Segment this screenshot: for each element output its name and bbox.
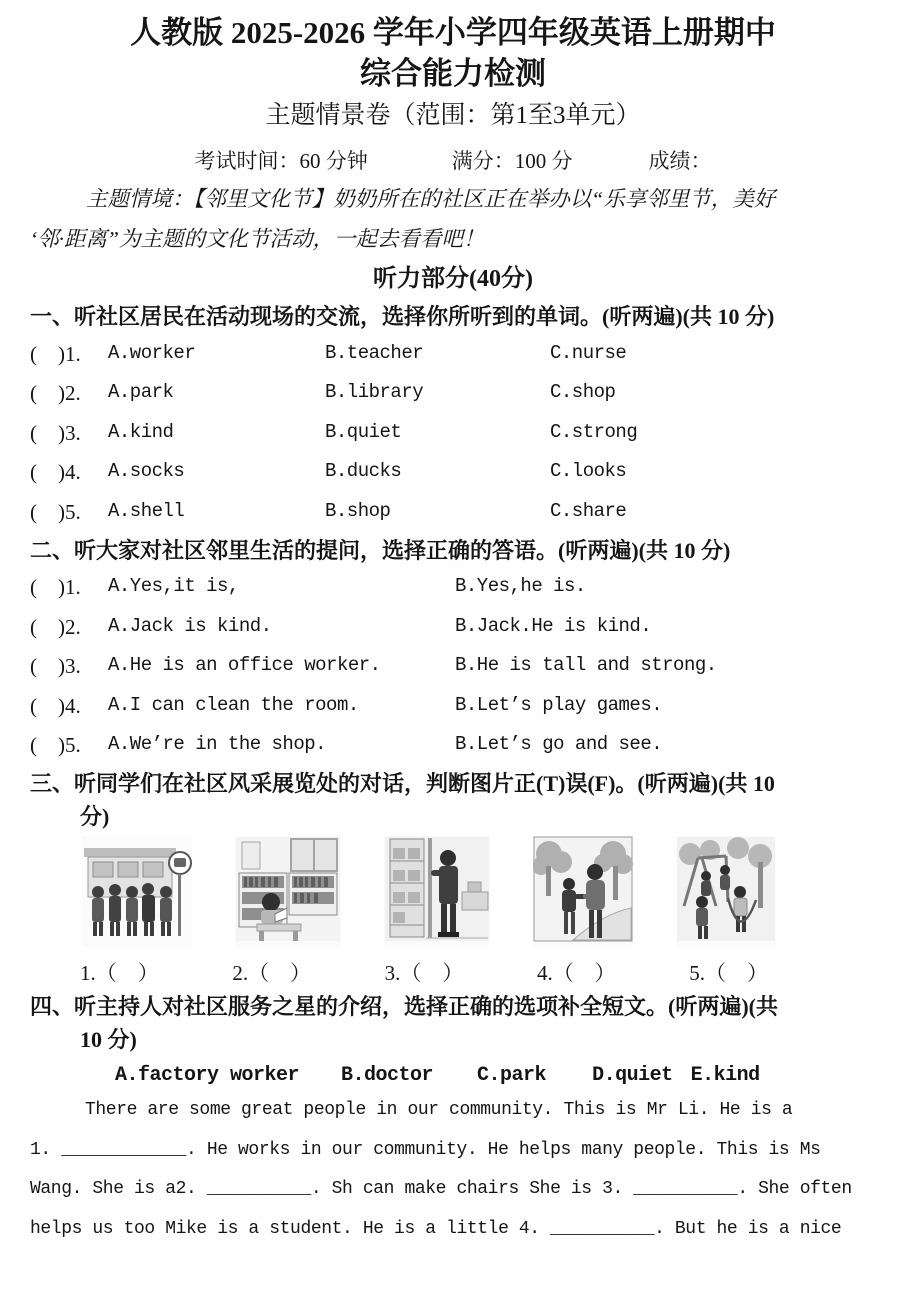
- option-b: B.shop: [325, 499, 391, 522]
- section1-heading: 一、听社区居民在活动现场的交流，选择你所听到的单词。(听两遍)(共 10 分): [30, 304, 775, 329]
- cloze-options-row: [30, 1064, 876, 1087]
- answer-blank: ( )2.: [30, 381, 81, 406]
- section2-heading: 二、听大家对社区邻里生活的提问，选择正确的答语。(听两遍)(共 10 分): [30, 537, 731, 563]
- option-c: C.shop: [550, 381, 616, 404]
- question-row: [30, 646, 876, 686]
- answer-blank: ( )1.: [30, 341, 81, 366]
- option-a: A.socks: [108, 460, 185, 483]
- option-a: A.worker: [108, 341, 196, 364]
- option-b: B.teacher: [325, 341, 424, 364]
- park-walking-image: [533, 836, 633, 947]
- section3-heading: [30, 767, 876, 833]
- option-b: B.Let’s play games.: [455, 693, 663, 716]
- option-a: A.He is an office worker.: [108, 654, 381, 677]
- answer-blank: ( )5.: [30, 733, 81, 758]
- passage-line-2: 1. ____________. He works in our community. He helps many people. This is Ms: [30, 1139, 821, 1160]
- option-b: B.quiet: [325, 420, 402, 443]
- score-label: 成绩：: [648, 149, 712, 173]
- section4-heading: [30, 990, 876, 1056]
- cloze-option-a: A.factory worker: [115, 1064, 300, 1087]
- option-b: B.library: [325, 381, 424, 404]
- option-a: A.Yes,it is,: [108, 575, 239, 598]
- section3-heading-line2: 分): [80, 804, 110, 829]
- full-score: 满分：100 分: [451, 149, 573, 173]
- picture-answer-2: 2.（ ）: [232, 961, 312, 985]
- bus-stop-queue-image: [82, 836, 192, 947]
- store-shelf-image: [384, 836, 490, 947]
- section1-rows: [30, 333, 876, 531]
- question-row: [30, 452, 876, 492]
- passage-line-1: There are some great people in our community. This is Mr Li. He is a: [85, 1100, 793, 1120]
- passage-line-4: helps us too Mike is a student. He is a little 4. __________. But he is a nice: [30, 1218, 842, 1239]
- section2-rows: [30, 567, 876, 765]
- option-b: B.Jack.He is kind.: [455, 614, 652, 637]
- option-c: C.share: [550, 499, 627, 522]
- exam-meta-row: [30, 145, 876, 175]
- library-reading-image: [235, 836, 341, 947]
- cloze-passage: [30, 1091, 876, 1249]
- answer-blank: ( )5.: [30, 499, 81, 524]
- question-row: [30, 685, 876, 725]
- option-a: A.park: [108, 381, 174, 404]
- page-title-line1: 人教版 2025-2026 学年小学四年级英语上册期中: [130, 15, 776, 50]
- question-row: [30, 725, 876, 765]
- page-title: [30, 12, 876, 94]
- park-playing-image: [676, 836, 776, 947]
- option-a: A.I can clean the room.: [108, 693, 359, 716]
- answer-blank: ( )2.: [30, 614, 81, 639]
- cloze-option-e: E.kind: [690, 1064, 760, 1087]
- paper-subtitle: 主题情景卷（范围：第1至3单元）: [265, 102, 641, 129]
- option-a: A.We’re in the shop.: [108, 733, 327, 756]
- cloze-option-b: B.doctor: [341, 1064, 434, 1087]
- option-c: C.looks: [550, 460, 627, 483]
- listening-images-row: [30, 833, 876, 947]
- picture-answer-5: 5.（ ）: [689, 961, 768, 985]
- option-c: C.nurse: [550, 341, 627, 364]
- option-b: B.ducks: [325, 460, 402, 483]
- picture-answer-1: 1.（ ）: [80, 961, 159, 985]
- question-row: [30, 606, 876, 646]
- option-b: B.Yes,he is.: [455, 575, 586, 598]
- answer-blank: ( )4.: [30, 460, 81, 485]
- answer-blank: ( )4.: [30, 693, 81, 718]
- question-row: [30, 567, 876, 607]
- theme-intro-line1: 主题情境：【邻里文化节】奶奶所在的社区正在举办以“乐享邻里节，美好: [86, 187, 776, 211]
- option-b: B.He is tall and strong.: [455, 654, 717, 677]
- option-c: C.strong: [550, 420, 638, 443]
- cloze-option-d: D.quiet: [592, 1064, 673, 1087]
- answer-blank: ( )3.: [30, 420, 81, 445]
- passage-line-3: Wang. She is a2. __________. Sh can make chairs She is 3. __________. She often: [30, 1179, 852, 1199]
- theme-intro-line2: ‘邻·距离”为主题的文化节活动，一起去看看吧！: [30, 227, 485, 251]
- answer-blank: ( )3.: [30, 654, 81, 679]
- section4-heading-line2: 10 分): [80, 1027, 137, 1052]
- answer-blank: ( )1.: [30, 575, 81, 600]
- option-a: A.Jack is kind.: [108, 614, 272, 637]
- question-row: [30, 373, 876, 413]
- option-a: A.shell: [108, 499, 185, 522]
- picture-answer-4: 4.（ ）: [536, 961, 616, 985]
- section4-heading-line1: 四、听主持人对社区服务之星的介绍，选择正确的选项补全短文。(听两遍)(共: [30, 994, 778, 1019]
- page-title-line2: 综合能力检测: [360, 56, 546, 91]
- section3-heading-line1: 三、听同学们在社区风采展览处的对话，判断图片正(T)误(F)。(听两遍)(共 10: [30, 771, 775, 796]
- picture-answer-3: 3.（ ）: [384, 961, 464, 985]
- option-a: A.kind: [108, 420, 174, 443]
- question-row: [30, 412, 876, 452]
- picture-answer-row: [30, 947, 876, 987]
- listening-part-title: 听力部分(40分): [373, 266, 533, 292]
- theme-intro: [30, 179, 876, 259]
- question-row: [30, 491, 876, 531]
- option-b: B.Let’s go and see.: [455, 733, 663, 756]
- exam-time: 考试时间：60 分钟: [194, 149, 368, 173]
- question-row: [30, 333, 876, 373]
- cloze-option-c: C.park: [477, 1064, 547, 1087]
